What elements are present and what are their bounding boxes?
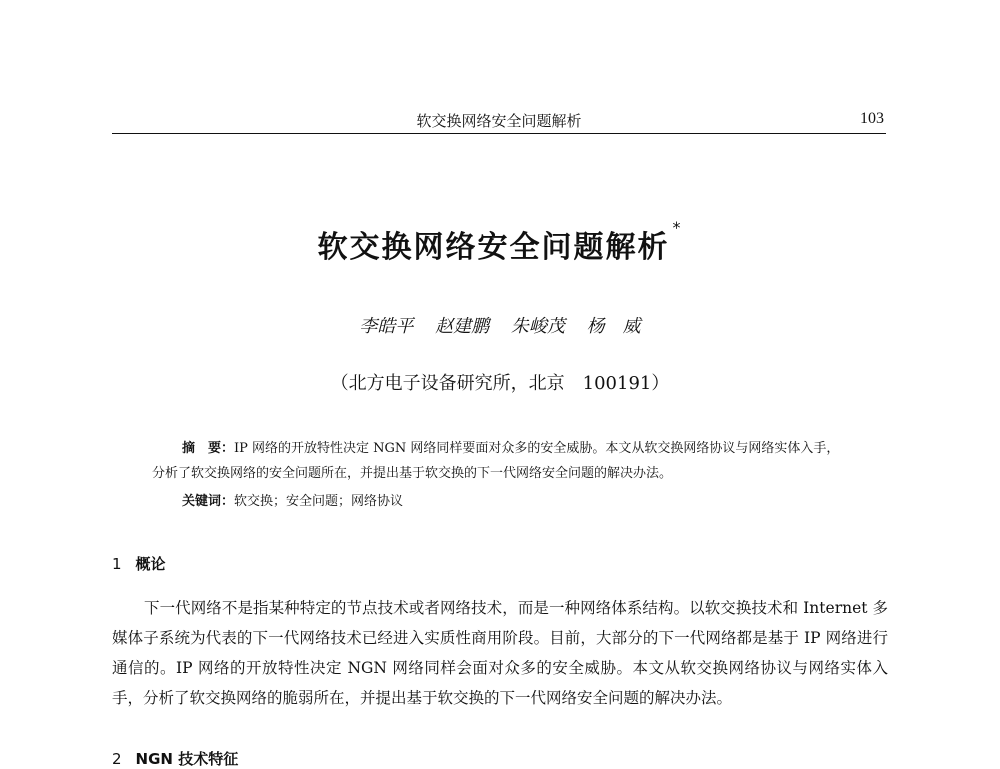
section-body	[112, 593, 888, 713]
author-name: 杨 威	[586, 316, 641, 337]
section-heading	[112, 748, 238, 769]
body-paragraph: 下一代网络不是指某种特定的节点技术或者网络技术，而是一种网络体系结构。以软交换技术和 Internet 多媒体子系统为代表的下一代网络技术已经进入实质性商用阶段。目前，大部分的下一代网络都是基于 IP 网络进行通信的。IP 网络的开放特性决定 NGN 网络同样会面对众多的安全威胁。本文从软交换网络协议与网络实体入手，分析了软交换网络的脆弱所在，并提出基于软交换的下一代网络安全问题的解决办法。	[112, 599, 888, 707]
keywords-text: 软交换；安全问题；网络协议	[234, 494, 404, 509]
running-head-title: 软交换网络安全问题解析	[416, 112, 582, 130]
section-number: 2	[112, 750, 122, 768]
author-name: 赵建鹏	[435, 316, 490, 337]
keywords-label: 关键词：	[182, 494, 235, 509]
running-head	[112, 108, 886, 134]
section-title: NGN 技术特征	[135, 750, 239, 768]
keywords	[182, 490, 403, 509]
section-number: 1	[112, 555, 122, 573]
section-title: 概论	[135, 555, 166, 573]
abstract-text: IP 网络的开放特性决定 NGN 网络同样要面对众多的安全威胁。本文从软交换网络协议与网络实体入手，分析了软交换网络的安全问题所在，并提出基于软交换的下一代网络安全问题的解决办法。	[152, 441, 840, 481]
section-heading	[112, 553, 166, 574]
author-name: 李皓平	[359, 316, 414, 337]
abstract-label: 摘 要：	[182, 441, 235, 456]
abstract	[152, 436, 852, 486]
affiliation: （北方电子设备研究所，北京 100191）	[330, 373, 670, 394]
paper-title	[0, 218, 1000, 266]
author-name: 朱峻茂	[510, 316, 565, 337]
header-rule	[112, 133, 886, 134]
page-number: 103	[860, 110, 884, 127]
author-list	[0, 312, 1000, 338]
paper-title-text: 软交换网络安全问题解析	[317, 230, 670, 265]
title-footnote-mark: *	[672, 218, 683, 237]
